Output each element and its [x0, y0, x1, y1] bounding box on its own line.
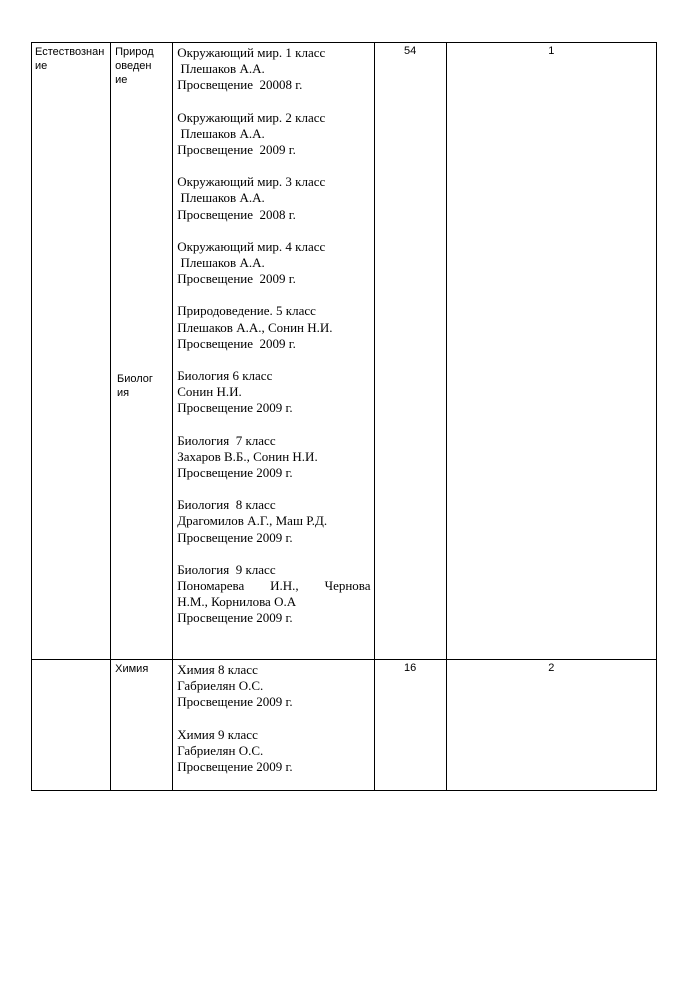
- subject-text: Химия: [115, 663, 149, 675]
- book-title: Биология 6 класс: [177, 368, 273, 384]
- count-cell: [446, 43, 656, 660]
- book-author: Плешаков А.А.: [177, 255, 265, 271]
- book-publisher: Просвещение 2009 г.: [177, 465, 293, 481]
- book-entry: [177, 45, 370, 94]
- book-author: Габриелян О.С.: [177, 678, 264, 694]
- book-author-continued: Н.М., Корнилова О.А: [177, 594, 297, 610]
- book-entry: [177, 368, 370, 417]
- book-title: Химия 9 класс: [177, 726, 258, 742]
- book-title: Природоведение. 5 класс: [177, 303, 316, 319]
- book-author: Габриелян О.С.: [177, 742, 264, 758]
- book-entry: [177, 727, 370, 776]
- book-author: Плешаков А.А.: [177, 190, 265, 206]
- book-entry: [177, 303, 370, 352]
- count-value: 1: [548, 45, 555, 57]
- book-publisher: Просвещение 2009 г.: [177, 400, 293, 416]
- book-author: Пономарева И.Н., Чернова: [177, 578, 371, 594]
- books-list: [173, 660, 373, 775]
- textbook-table: [31, 42, 657, 791]
- book-title: Биология 9 класс: [177, 561, 276, 577]
- subject-cell: [111, 660, 173, 791]
- subject-cell: [111, 43, 173, 660]
- count-value: 2: [548, 662, 555, 674]
- area-cell: [32, 660, 111, 791]
- book-publisher: Просвещение 2009 г.: [177, 610, 293, 626]
- book-author: Плешаков А.А., Сонин Н.И.: [177, 319, 333, 335]
- table-row: [32, 660, 657, 791]
- books-list: [173, 43, 373, 627]
- area-text: [32, 660, 110, 662]
- book-title: Химия 8 класс: [177, 662, 258, 677]
- count-cell: [446, 660, 656, 791]
- book-publisher: Просвещение 2008 г.: [177, 206, 296, 222]
- books-cell: [173, 43, 374, 660]
- book-entry: [177, 662, 370, 711]
- book-title: Окружающий мир. 3 класс: [177, 174, 326, 190]
- book-title: Биология 8 класс: [177, 497, 276, 513]
- book-publisher: Просвещение 20008 г.: [177, 77, 303, 93]
- book-author: Плешаков А.А.: [177, 125, 265, 141]
- area-cell: [32, 43, 111, 660]
- book-entry: [177, 239, 370, 288]
- area-text: Естествознание: [35, 46, 105, 72]
- book-publisher: Просвещение 2009 г.: [177, 694, 293, 710]
- subject-text: Природоведение: [115, 46, 154, 86]
- book-author: Захаров В.Б., Сонин Н.И.: [177, 448, 318, 464]
- book-author: Драгомилов А.Г., Маш Р.Д.: [177, 513, 328, 529]
- book-title: Окружающий мир. 1 класс: [177, 45, 326, 60]
- book-entry: [177, 433, 370, 482]
- book-publisher: Просвещение 2009 г.: [177, 335, 296, 351]
- books-cell: [173, 660, 374, 791]
- book-publisher: Просвещение 2009 г.: [177, 759, 293, 775]
- book-publisher: Просвещение 2009 г.: [177, 529, 293, 545]
- book-title: Биология 7 класс: [177, 432, 276, 448]
- book-entry: [177, 562, 370, 627]
- book-title: Окружающий мир. 4 класс: [177, 238, 326, 254]
- hours-value: 54: [403, 45, 417, 57]
- book-title: Окружающий мир. 2 класс: [177, 109, 326, 125]
- book-author: Плешаков А.А.: [177, 61, 265, 77]
- book-entry: [177, 174, 370, 223]
- table-row: [32, 43, 657, 660]
- hours-cell: [374, 43, 446, 660]
- book-author: Сонин Н.И.: [177, 384, 242, 400]
- book-entry: [177, 497, 370, 546]
- book-publisher: Просвещение 2009 г.: [177, 142, 296, 158]
- hours-cell: [374, 660, 446, 791]
- book-publisher: Просвещение 2009 г.: [177, 271, 296, 287]
- book-entry: [177, 110, 370, 159]
- subject-text-biology: Биология: [117, 373, 153, 399]
- hours-value: 16: [403, 662, 417, 674]
